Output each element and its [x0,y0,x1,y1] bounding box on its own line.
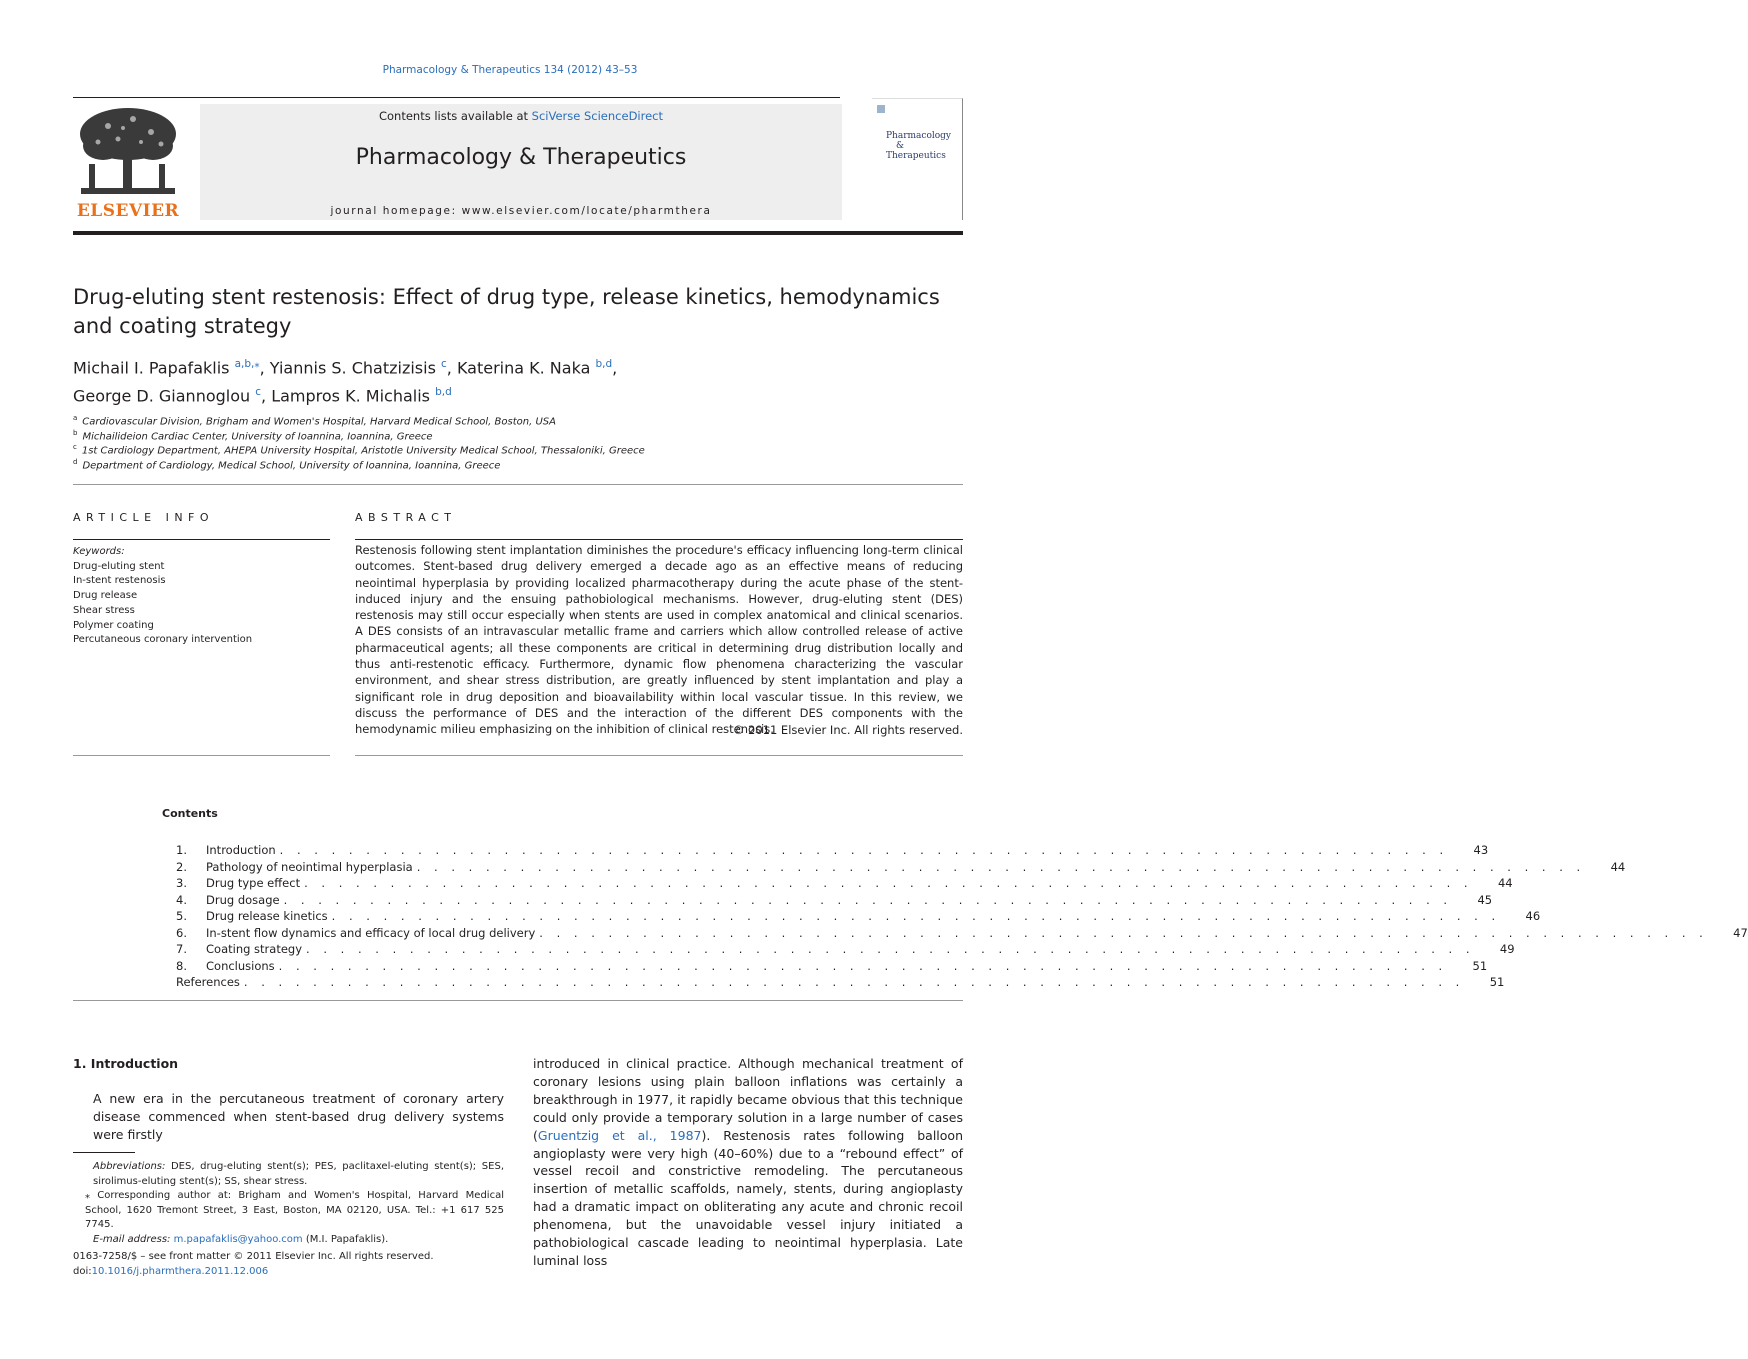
toc-label[interactable]: Drug type effect [206,875,304,892]
keyword: Percutaneous coronary intervention [73,634,253,646]
toc-label[interactable]: Introduction [206,842,280,859]
journal-reference[interactable]: Pharmacology & Therapeutics 134 (2012) 43–53 [382,64,638,76]
contents-availability [200,109,842,123]
intro-text-right-b: ). Restenosis rates following balloon angioplasty were very high (40–60%) due to a “rebound effect” of vessel recoil and constrictive remodeling. The percutaneous insertion of metallic scaffolds, namely, stents, during angioplasty had a dramatic impact on obliterating any acute and chronic recoil phenomena, but the unavoidable vessel injury initiated a pathobiological cascade leading to neointimal hyperplasia. Late luminal loss [533,1127,963,1268]
abbreviations-text: DES, drug-eluting stent(s); PES, paclitaxel-eluting stent(s); SES, sirolimus-eluting stent(s); SS, shear stress. [93,1161,504,1187]
tree-of-knowledge-icon [73,104,183,199]
keyword: Shear stress [73,604,135,616]
cover-thumbnail-icon [877,105,885,113]
toc-page: 44 [1610,859,1626,874]
intro-text-right-a: introduced in clinical practice. Although mechanical treatment of coronary lesions using plain balloon inflations was certainly a breakthrough in 1977, it rapidly became obvious that this technique could only provide a temporary solution in a large number of cases ( [533,1056,963,1143]
publisher-wordmark: ELSEVIER [76,201,180,221]
corresponding-mark: ⁎ [85,1190,90,1202]
abstract-copyright: © 2011 Elsevier Inc. All rights reserved. [732,723,963,737]
toc-page: 51 [1472,958,1488,973]
keywords-block [73,545,330,648]
toc-row[interactable] [176,958,1488,975]
cover-title [886,131,961,161]
article-info-bottom-rule [73,755,330,756]
affiliation-mark: d [73,458,78,466]
toc-leader: . . . . . . . . . . . . . . . . . . . . . . . . . . . . . . . . . . . . . . . . . . . . . . . . . . . . . . . . . . . . . . . . . . . . . . . [243,975,1465,989]
abbreviations-note [73,1160,504,1189]
toc-page: 43 [1473,843,1489,857]
keyword: Drug release [73,590,138,602]
cover-title-line3: Therapeutics [886,151,946,161]
doi-link[interactable]: 10.1016/j.pharmthera.2011.12.006 [91,1266,269,1277]
author-sep: , [446,358,457,378]
toc-page: 45 [1477,892,1493,907]
author-name[interactable]: Lampros K. Michalis [271,386,436,406]
author-sep: , [261,386,272,406]
author-affil-marks[interactable]: c [441,358,447,370]
keyword: In-stent restenosis [73,575,166,587]
abbreviations-label: Abbreviations: [93,1161,166,1172]
cover-title-line1: Pharmacology [886,131,952,141]
toc-page: 47 [1733,925,1748,940]
abstract-bottom-rule [355,755,963,756]
toc-number: 5. [176,909,187,923]
toc-leader: . . . . . . . . . . . . . . . . . . . . . . . . . . . . . . . . . . . . . . . . . . . . . . . . . . . . . . . . . . . . . . . . . . . . [306,942,1475,956]
abstract-heading: ABSTRACT [355,511,457,524]
toc-leader: . . . . . . . . . . . . . . . . . . . . . . . . . . . . . . . . . . . . . . . . . . . . . . . . . . . . . . . . . . . . . . . . . . . . [278,958,1448,973]
doi-line [73,1264,504,1279]
author-name[interactable]: Katerina K. Naka [456,358,596,378]
keywords-label: Keywords: [73,546,125,557]
keyword: Polymer coating [73,619,154,631]
toc-number: 8. [176,958,187,973]
journal-homepage[interactable]: journal homepage: www.elsevier.com/locate/pharmthera [330,205,712,217]
header-thick-rule [73,231,963,235]
contents-title: Contents [162,807,218,820]
toc-row[interactable] [176,974,1505,991]
author-affil-marks[interactable]: a,b,⁎ [234,358,260,370]
toc-leader: . . . . . . . . . . . . . . . . . . . . . . . . . . . . . . . . . . . . . . . . . . . . . . . . . . . . . . . . . . . . . . . . . . . . [331,909,1501,923]
article-info-heading: ARTICLE INFO [73,511,215,524]
toc-page: 49 [1499,942,1515,956]
footnote-rule [73,1152,135,1153]
paper-title: Drug-eluting stent restenosis: Effect of drug type, release kinetics, hemodynamics and coating strategy [73,285,940,338]
toc-row[interactable] [176,842,1489,859]
contents-prefix: Contents lists available at [378,109,532,123]
elsevier-logo[interactable] [73,104,195,220]
affiliation-text: 1st Cardiology Department, AHEPA University Hospital, Aristotle University Medical School, Thessaloniki, Greece [81,445,645,457]
toc-page: 44 [1497,876,1513,890]
author-list [73,352,963,409]
keyword: Drug-eluting stent [73,560,165,572]
toc-label[interactable]: In-stent flow dynamics and efficacy of local drug delivery [206,925,539,942]
front-matter [73,1249,504,1279]
toc-leader: . . . . . . . . . . . . . . . . . . . . . . . . . . . . . . . . . . . . . . . . . . . . . . . . . . . . . . . . . . . . . . . . . . . . [539,925,1708,940]
affiliation-mark: b [73,429,78,437]
toc-label[interactable]: Coating strategy [206,941,306,958]
intro-text-left: A new era in the percutaneous treatment of coronary artery disease commenced when stent-based drug delivery systems were firstly [93,1091,504,1142]
email-label: E-mail address: [93,1233,171,1245]
toc-page: 46 [1525,909,1541,923]
toc-label[interactable]: Pathology of neointimal hyperplasia [206,859,417,876]
toc-row[interactable] [176,941,1515,958]
front-matter-text: 0163-7258/$ – see front matter © 2011 Elsevier Inc. All rights reserved. [73,1251,434,1262]
author-name[interactable]: Yiannis S. Chatzizisis [269,358,441,378]
author-sep: , [612,358,618,378]
sciencedirect-link[interactable]: SciVerse ScienceDirect [531,109,664,123]
author-affil-marks[interactable]: b,d [435,386,452,399]
author-name[interactable]: Michail I. Papafaklis [73,358,235,378]
author-affil-marks[interactable]: b,d [595,358,613,370]
toc-leader: . . . . . . . . . . . . . . . . . . . . . . . . . . . . . . . . . . . . . . . . . . . . . . . . . . . . . . . . . . . . . . . . . . . . [279,843,1449,857]
email-link[interactable]: m.papafaklis@yahoo.com [173,1233,303,1245]
toc-row[interactable] [176,892,1493,909]
email-note [73,1233,504,1248]
toc-label[interactable]: References [176,974,244,991]
author-affil-marks[interactable]: c [255,386,262,399]
toc-page: 51 [1489,975,1505,989]
citation-link[interactable]: Gruentzig et al., 1987 [537,1127,702,1143]
affiliation-text: Cardiovascular Division, Brigham and Women's Hospital, Harvard Medical School, Boston, USA [82,416,556,428]
toc-row[interactable] [176,875,1513,892]
intro-paragraph-left [73,1090,504,1144]
toc-leader: . . . . . . . . . . . . . . . . . . . . . . . . . . . . . . . . . . . . . . . . . . . . . . . . . . . . . . . . . . . . . . . . . . . . [283,892,1453,907]
footnotes [73,1160,504,1248]
title-divider [73,484,963,485]
intro-paragraph-right [533,1055,963,1270]
cover-title-line2: & [896,141,905,151]
affiliation [73,455,963,473]
toc-row[interactable] [176,925,1748,942]
toc-number: 1. [176,843,187,857]
journal-title[interactable]: Pharmacology & Therapeutics [355,145,687,170]
corresponding-text: Corresponding author at: Brigham and Women's Hospital, Harvard Medical School, 1620 Tremont Street, 3 East, Boston, MA 02120, USA. Tel.: +1 617 525 7745. [85,1190,504,1231]
doi-prefix: doi: [73,1266,92,1277]
journal-cover[interactable] [872,98,963,220]
toc-leader: . . . . . . . . . . . . . . . . . . . . . . . . . . . . . . . . . . . . . . . . . . . . . . . . . . . . . . . . . . . . . . . . . . . . [304,876,1473,890]
toc-leader: . . . . . . . . . . . . . . . . . . . . . . . . . . . . . . . . . . . . . . . . . . . . . . . . . . . . . . . . . . . . . . . . . . . . [416,859,1586,874]
affiliation-text: Department of Cardiology, Medical School, University of Ioannina, Ioannina, Greece [82,460,501,472]
introduction-heading: 1. Introduction [73,1056,179,1071]
abstract-rule [355,539,963,540]
contents-divider [73,1000,963,1001]
corresponding-author-note [73,1189,504,1233]
toc-row[interactable] [176,859,1626,876]
toc-number: 6. [176,925,187,940]
table-of-contents [176,842,1748,991]
toc-number: 2. [176,859,187,874]
toc-label[interactable]: Drug dosage [206,892,284,909]
toc-row[interactable] [176,908,1541,925]
header-top-rule [73,97,840,98]
affiliation-mark: a [73,414,78,422]
toc-number: 4. [176,892,187,907]
abstract-text: Restenosis following stent implantation diminishes the procedure's efficacy influencing long-term clinical outcomes. Stent-based drug delivery emerged a decade ago as an effective means of reducing neointimal hyperplasia by providing localized pharmacotherapy during the acute phase of the stent-induced injury and the ensuing pathobiological mechanisms. However, drug-eluting stent (DES) restenosis may still occur especially when stents are used in complex anatomical and clinical scenarios. A DES consists of an intravascular metallic frame and carriers which allow controlled release of active pharmaceutical agents; all these components are critical in determining drug distribution locally and thus anti-restenotic efficacy. Furthermore, dynamic flow phenomena characterizing the vascular environment, and shear stress distribution, are greatly influenced by stent implantation and play a significant role in drug deposition and bioavailability within local vascular tissue. In this review, we discuss the performance of DES and the interaction of the different DES components with the hemodynamic milieu emphasizing on the inhibition of clinical restenosis. [355,543,963,737]
toc-number: 7. [176,942,187,956]
email-owner: (M.I. Papafaklis). [302,1233,389,1245]
toc-label[interactable]: Drug release kinetics [206,908,332,925]
article-info-rule [73,539,330,540]
affiliation-text: Michailideion Cardiac Center, University of Ioannina, Ioannina, Greece [82,431,433,443]
toc-label[interactable]: Conclusions [206,958,279,975]
author-name[interactable]: George D. Giannoglou [73,386,256,406]
toc-number: 3. [176,876,187,890]
author-sep: , [259,358,270,378]
affiliation-mark: c [73,443,77,451]
